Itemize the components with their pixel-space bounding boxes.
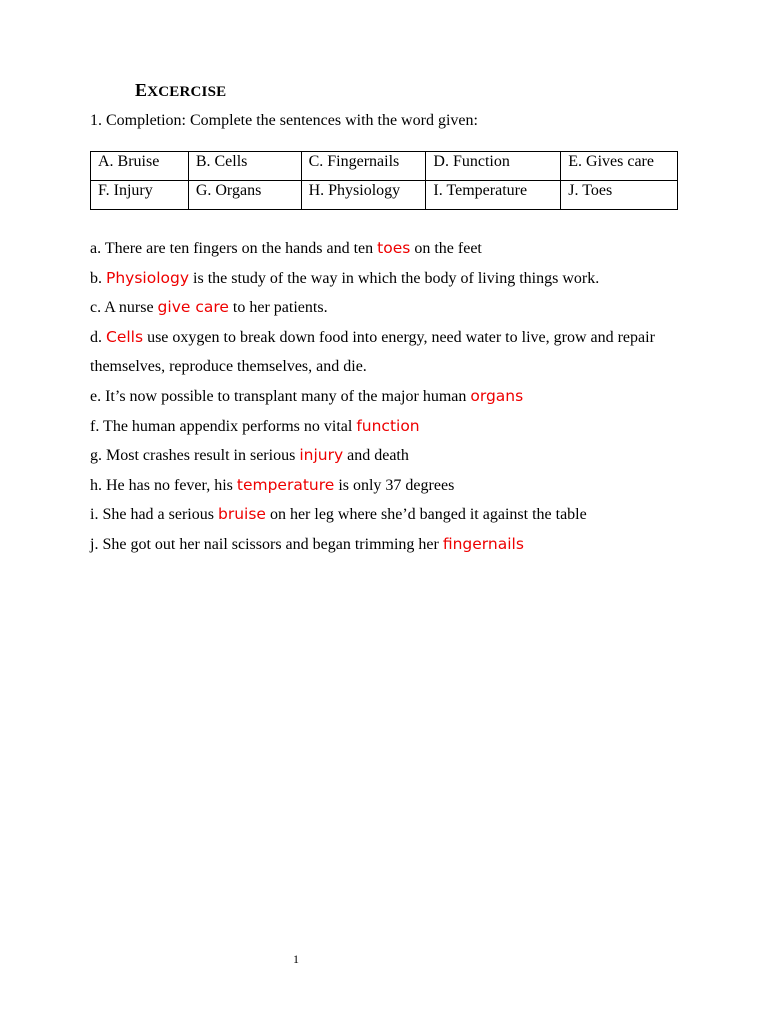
sentence-text: use oxygen to break down food into energy, need water to live, grow and repair xyxy=(143,328,655,346)
answer-text: function xyxy=(356,416,420,435)
sentence-text: f. The human appendix performs no vital xyxy=(90,417,357,435)
sentence-text: to her patients. xyxy=(228,299,328,317)
sentence-text: a. There are ten fingers on the hands and ten xyxy=(90,240,378,257)
answer-text: bruise xyxy=(217,505,266,524)
word-bank-cell: B. Cells xyxy=(188,152,301,181)
sentence-text: is only 37 degrees xyxy=(334,476,455,494)
sentence-text: on her leg where she’d banged it against the table xyxy=(265,506,587,524)
sentence-line xyxy=(90,234,690,264)
answer-text: injury xyxy=(299,446,344,465)
title-initial: E xyxy=(135,80,148,100)
sentence-line xyxy=(90,441,690,471)
word-bank-cell: J. Toes xyxy=(561,181,678,210)
answer-text: Cells xyxy=(106,327,144,346)
page-title xyxy=(135,80,226,101)
word-bank-cell: H. Physiology xyxy=(301,181,426,210)
page-number: 1 xyxy=(293,952,299,966)
title-rest: XCERCISE xyxy=(147,84,227,100)
answer-text: organs xyxy=(470,386,524,405)
instruction-text: 1. Completion: Complete the sentences with the word given: xyxy=(90,112,478,129)
sentence-text: h. He has no fever, his xyxy=(90,476,237,494)
word-bank-cell: F. Injury xyxy=(91,181,189,210)
word-bank-cell: A. Bruise xyxy=(91,152,189,181)
sentence-line xyxy=(90,293,690,323)
sentence-text: c. A nurse xyxy=(90,299,158,317)
sentence-text: j. She got out her nail scissors and began trimming her xyxy=(90,535,443,553)
word-bank-row xyxy=(91,152,678,181)
word-bank-table xyxy=(90,151,678,210)
sentence-line xyxy=(90,264,690,294)
word-bank-cell: D. Function xyxy=(426,152,561,181)
answer-text: Physiology xyxy=(106,268,190,287)
sentence-text: is the study of the way in which the body of living things work. xyxy=(189,269,600,287)
word-bank-cell: C. Fingernails xyxy=(301,152,426,181)
sentence-line xyxy=(90,323,690,353)
word-bank-cell: G. Organs xyxy=(188,181,301,210)
answer-text: give care xyxy=(157,298,229,317)
sentence-text: d. xyxy=(90,328,106,346)
word-bank-cell: I. Temperature xyxy=(426,181,561,210)
word-bank-cell: E. Gives care xyxy=(561,152,678,181)
sentence-list xyxy=(90,234,690,560)
sentence-line xyxy=(90,382,690,412)
sentence-line xyxy=(90,530,690,560)
sentence-text: g. Most crashes result in serious xyxy=(90,447,300,465)
sentence-text: and death xyxy=(343,447,409,465)
answer-text: temperature xyxy=(236,475,335,494)
sentence-line xyxy=(90,352,690,382)
word-bank-row xyxy=(91,181,678,210)
sentence-text: b. xyxy=(90,269,106,287)
answer-text: toes xyxy=(377,239,411,257)
sentence-text: e. It’s now possible to transplant many of the major human xyxy=(90,387,471,405)
sentence-line xyxy=(90,471,690,501)
sentence-text: on the feet xyxy=(410,240,482,257)
sentence-text: themselves, reproduce themselves, and die. xyxy=(90,358,367,376)
sentence-line xyxy=(90,500,690,530)
answer-text: fingernails xyxy=(442,534,524,553)
sentence-text: i. She had a serious xyxy=(90,506,218,524)
sentence-line xyxy=(90,412,690,442)
